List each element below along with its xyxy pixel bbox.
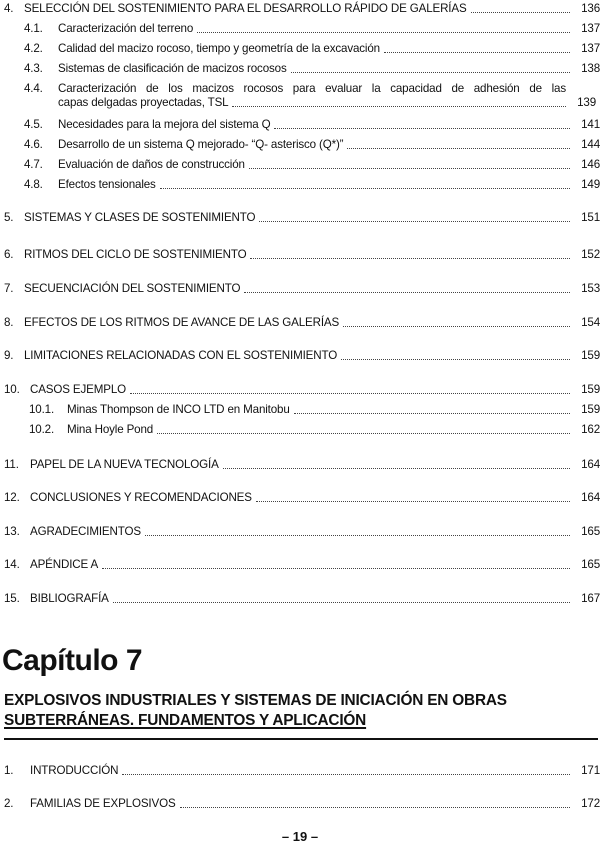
toc-title: Minas Thompson de INCO LTD en Manitobu: [67, 403, 290, 416]
dot-leader: [113, 602, 570, 603]
toc-page: 139: [577, 96, 596, 109]
toc-entry: [0, 423, 600, 437]
toc-title: SELECCIÓN DEL SOSTENIMIENTO PARA EL DESARROLLO RÁPIDO DE GALERÍAS: [24, 2, 467, 15]
toc-title: Efectos tensionales: [58, 178, 156, 191]
toc-page: 137: [581, 42, 600, 55]
dot-leader: [232, 106, 566, 107]
dot-leader: [122, 774, 570, 775]
toc-page: 153: [581, 282, 600, 295]
toc-title: BIBLIOGRAFÍA: [30, 592, 109, 605]
toc-number: 4.4.: [24, 82, 43, 95]
dot-leader: [223, 468, 570, 469]
toc-title: Necesidades para la mejora del sistema Q: [58, 118, 271, 131]
toc-title: CONCLUSIONES Y RECOMENDACIONES: [30, 491, 252, 504]
dot-leader: [160, 188, 570, 189]
toc-title: Calidad del macizo rocoso, tiempo y geometría de la excavación: [58, 42, 380, 55]
toc-title: SISTEMAS Y CLASES DE SOSTENIMIENTO: [24, 211, 256, 224]
dot-leader: [347, 148, 570, 149]
toc-entry: [0, 178, 600, 192]
dot-leader: [294, 413, 570, 414]
toc-entry: [0, 22, 600, 36]
toc-entry: [0, 211, 600, 225]
toc-page: 165: [581, 558, 600, 571]
toc-number: 4.1.: [24, 22, 43, 35]
toc-page: 141: [581, 118, 600, 131]
toc-title: APÉNDICE A: [30, 558, 99, 571]
dot-leader: [130, 393, 570, 394]
toc-entry: [0, 118, 600, 132]
toc-entry: [0, 248, 600, 262]
toc-entry: [0, 42, 600, 56]
toc-page: 146: [581, 158, 600, 171]
chapter-subtitle-line2: SUBTERRÁNEAS. FUNDAMENTOS Y APLICACIÓN: [4, 712, 367, 729]
toc-number: 4.6.: [24, 138, 43, 151]
dot-leader: [384, 52, 570, 53]
toc-page: 167: [581, 592, 600, 605]
chapter-subtitle-line1: EXPLOSIVOS INDUSTRIALES Y SISTEMAS DE INICIACIÓN EN OBRAS: [4, 692, 507, 709]
toc-title: Sistemas de clasificación de macizos rocosos: [58, 62, 287, 75]
toc-number: 10.1.: [29, 403, 55, 416]
toc-number: 1.: [4, 764, 14, 777]
toc-title: Evaluación de daños de construcción: [58, 158, 245, 171]
toc-number: 4.: [4, 2, 14, 15]
toc-number: 4.8.: [24, 178, 43, 191]
toc-page: 159: [581, 403, 600, 416]
toc-title: EFECTOS DE LOS RITMOS DE AVANCE DE LAS GALERÍAS: [24, 316, 340, 329]
toc-title-line1: Caracterización de los macizos rocosos para evaluar la capacidad de adhesión de las: [58, 82, 566, 95]
toc-entry: [0, 138, 600, 152]
toc-title: AGRADECIMIENTOS: [30, 525, 141, 538]
toc-page: 149: [581, 178, 600, 191]
toc-title: CASOS EJEMPLO: [30, 383, 126, 396]
toc-number: 10.2.: [29, 423, 55, 436]
toc-entry: [0, 592, 600, 606]
toc-number: 4.3.: [24, 62, 43, 75]
toc-number: 4.7.: [24, 158, 43, 171]
toc-number: 7.: [4, 282, 14, 295]
toc-entry: [0, 458, 600, 472]
toc-entry: [0, 316, 600, 330]
dot-leader: [102, 568, 570, 569]
chapter-rule: [4, 738, 598, 740]
toc-number: 10.: [4, 383, 20, 396]
toc-number: 13.: [4, 525, 20, 538]
toc-number: 14.: [4, 558, 20, 571]
dot-leader: [341, 359, 570, 360]
toc-title: FAMILIAS DE EXPLOSIVOS: [30, 797, 176, 810]
page-number: – 19 –: [281, 829, 319, 844]
toc-entry: [0, 158, 600, 172]
toc-number: 2.: [4, 797, 14, 810]
toc-number: 6.: [4, 248, 14, 261]
toc-entry: [0, 764, 600, 778]
toc-entry: [0, 2, 600, 16]
dot-leader: [274, 128, 570, 129]
dot-leader: [343, 326, 570, 327]
dot-leader: [291, 72, 570, 73]
dot-leader: [180, 807, 570, 808]
chapter-subtitle: [4, 691, 584, 731]
toc-title: RITMOS DEL CICLO DE SOSTENIMIENTO: [24, 248, 247, 261]
toc-entry: [0, 558, 600, 572]
toc-number: 15.: [4, 592, 20, 605]
toc-entry: [0, 282, 600, 296]
toc-entry: [0, 403, 600, 417]
toc-title: Caracterización del terreno: [58, 22, 194, 35]
toc-number: 8.: [4, 316, 14, 329]
dot-leader: [249, 168, 570, 169]
toc-title: SECUENCIACIÓN DEL SOSTENIMIENTO: [24, 282, 241, 295]
toc-number: 4.2.: [24, 42, 43, 55]
toc-entry: [0, 62, 600, 76]
toc-page: 151: [581, 211, 600, 224]
dot-leader: [250, 258, 570, 259]
toc-entry: [0, 491, 600, 505]
dot-leader: [471, 12, 570, 13]
dot-leader: [256, 501, 570, 502]
toc-title: PAPEL DE LA NUEVA TECNOLOGÍA: [30, 458, 219, 471]
toc-entry-wrapped: [0, 82, 600, 110]
toc-title: INTRODUCCIÓN: [30, 764, 119, 777]
toc-entry: [0, 525, 600, 539]
dot-leader: [145, 535, 570, 536]
toc-title-line2: capas delgadas proyectadas, TSL: [58, 96, 229, 109]
toc-page: 164: [581, 491, 600, 504]
toc-title: Desarrollo de un sistema Q mejorado- “Q- asterisco (Q*)”: [58, 138, 344, 151]
dot-leader: [259, 221, 570, 222]
toc-page: 152: [581, 248, 600, 261]
toc-page: 159: [581, 383, 600, 396]
toc-page: 171: [581, 764, 600, 777]
toc-number: 5.: [4, 211, 14, 224]
dot-leader: [197, 32, 570, 33]
toc-number: 9.: [4, 349, 14, 362]
toc-page: 144: [581, 138, 600, 151]
toc-page: 164: [581, 458, 600, 471]
toc-page: 137: [581, 22, 600, 35]
toc-page: 136: [581, 2, 600, 15]
toc-page: 165: [581, 525, 600, 538]
toc-page: 154: [581, 316, 600, 329]
toc-number: 11.: [4, 458, 19, 471]
chapter-heading: Capítulo 7: [2, 644, 143, 677]
toc-entry: [0, 383, 600, 397]
toc-page: 162: [581, 423, 600, 436]
toc-page: 172: [581, 797, 600, 810]
toc-entry: [0, 349, 600, 363]
toc-number: 4.5.: [24, 118, 43, 131]
toc-page: 159: [581, 349, 600, 362]
toc-entry: [0, 797, 600, 811]
toc-page: 138: [581, 62, 600, 75]
dot-leader: [244, 292, 570, 293]
toc-title: LIMITACIONES RELACIONADAS CON EL SOSTENIMIENTO: [24, 349, 338, 362]
toc-title: Mina Hoyle Pond: [67, 423, 154, 436]
toc-number: 12.: [4, 491, 20, 504]
dot-leader: [157, 433, 570, 434]
